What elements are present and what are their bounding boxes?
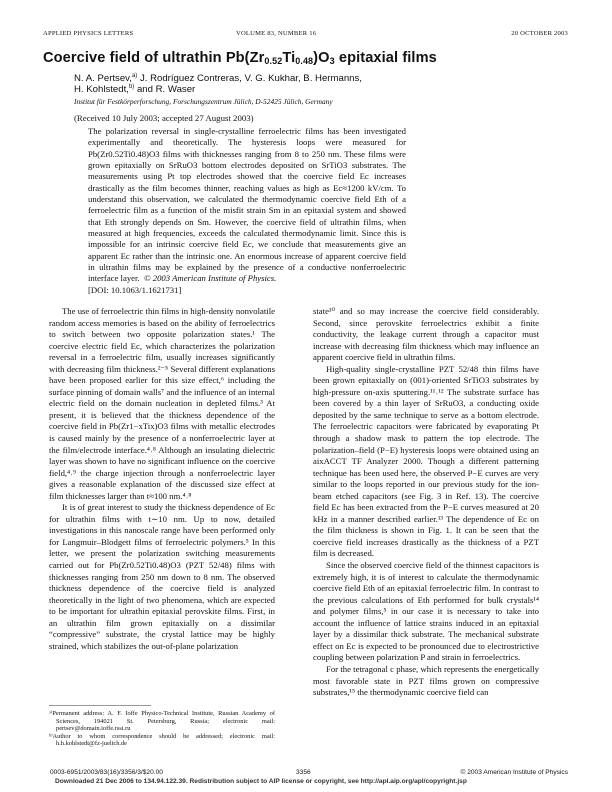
- title-subscript: 0.52: [264, 56, 283, 66]
- title-subscript: 3: [329, 56, 335, 66]
- issn-code: 0003-6951/2003/83(16)/3356/3/$20.00: [50, 769, 163, 776]
- footnote-mark: a): [131, 73, 138, 79]
- abstract-copyright: © 2003 American Institute of Physics.: [143, 273, 277, 284]
- title-part: Ti: [282, 50, 296, 66]
- issue-date: 20 OCTOBER 2003: [511, 30, 568, 37]
- doi: [DOI: 10.1063/1.1621731]: [88, 284, 182, 295]
- abstract-text: The polarization reversal in single-crystalline ferroelectric films has been investigated experimentally and theoretically. The hysteresis loops were measured for Pb(Zr0.52Ti0.48)O3 films with thicknesses ranging from 8 to 250 nm. These films were grown epitaxially on SrRuO3 bottom electrodes deposited on SrTiO3 substrates. The measurements using Pt top electrodes showed that the coercive field Ec increases drastically as the film becomes thinner, reaching values as high as Ec≈1200 kV/cm. To understand this observation, we calculated the thermodynamic coercive field Eth of a ferroelectric film as a function of the misfit strain Sm in an epitaxial system and showed that Eth strongly depends on Sm. However, the coercive field of ultrathin films, when measured at high frequencies, exceeds the calculated thermodynamic limit. Since this is impossible for an intrinsic coercive field Ec, we conclude that measurements give an apparent Ec rather than the intrinsic one. An enormous increase of apparent coercive field in ultrathin films may be explained by the presence of a conductive nonferroelectric interface layer.: [88, 126, 406, 284]
- title-part: Coercive field of ultrathin Pb(Zr: [43, 50, 265, 66]
- author: J. Rodríguez Contreras, V. G. Kukhar, B. Hermanns,: [137, 73, 362, 84]
- paragraph: The use of ferroelectric thin films in high-density nonvolatile random access memories is based on the ability of ferroelectrics to switch between two opposite polarization states.¹ The coercive electric field Ec, which characterizes the polarization reversal in a ferroelectric film, usually increases significantly with decreasing film thickness.²⁻⁵ Several different explanations have been proposed earlier for this size effect,⁶ including the surface pinning of domain walls⁷ and the influence of an internal electric field on the domain nucleation in depleted films.³ At present, it is believed that the thickness dependence of the coercive field in Pb(Zr1−xTix)O3 films with metallic electrodes is caused mainly by the presence of a nonferroelectric layer at the film/electrode interface.⁴˒⁸ Although an insulating dielectric layer was shown to have no significant influence on the coercive field,⁴˒⁹ the charge injection through a nonferroelectric layer gives a reasonable explanation of the discussed size effect at film thicknesses larger than t≈100 nm.⁴˒⁸: [49, 306, 275, 501]
- paragraph: It is of great interest to study the thickness dependence of Ec for ultrathin films with t∼10 nm. Up to now, detailed investigations in this nanoscale range have been performed only for Langmuir–Blodgett films of ferroelectric polymers.⁵ In this letter, we present the polarization switching measurements carried out for Pb(Zr0.52Ti0.48)O3 (PZT 52/48) films with thicknesses ranging from 250 nm down to 8 nm. The observed thickness dependence of the coercive field is analyzed theoretically in the light of two phenomena, which are expected to be important for ultrathin epitaxial perovskite films. First, in an ultrathin film grown epitaxially on a dissimilar “compressive” substrate, the crystal lattice may be highly strained, which stabilizes the out-of-plane polarization: [49, 502, 275, 651]
- paragraph: High-quality single-crystalline PZT 52/48 thin films have been grown epitaxially on (001)-oriented SrTiO3 substrates by high-pressure on-axis sputtering.¹¹˒¹² The substrate surface has been covered by a thin layer of SrRuO3, a conducting oxide deposited by the same technique to serve as a bottom electrode. The ferroelectric capacitors were fabricated by evaporating Pt through a shadow mask to pattern the top electrode. The polarization–field (P−E) hysteresis loops were obtained using an aixACCT TF Analyzer 2000. Though a different patterning technique has been used here, the observed P−E curves are very similar to the loops reported in our previous study for the ion-beam etched capacitors (see Fig. 3 in Ref. 13). The coercive field Ec has been extracted from the P−E curves measured at 20 kHz in a manner described earlier.¹³ The dependence of Ec on the film thickness is shown in Fig. 1. It can be seen that the coercive field increases drastically as the thickness of a PZT film is decreased.: [313, 363, 539, 559]
- download-notice[interactable]: Downloaded 21 Dec 2006 to 134.94.122.39. Redistribution subject to AIP license or copyright, see http://apl.aip.org/apl/copyright.jsp: [55, 778, 467, 785]
- affiliation: Institut für Festkörperforschung, Forschungszentrum Jülich, D-52425 Jülich, Germany: [74, 97, 333, 106]
- title-part: )O: [313, 50, 330, 66]
- author-list: [74, 73, 362, 95]
- footnote-mark: b): [128, 84, 135, 90]
- footnote: ᵃ⁾Permanent address: A. F. Ioffe Physico-Technical Institute, Russian Academy of Sciences, 194021 St. Petersburg, Russia; electronic mail: pertsev@domain.ioffe.rssi.ru: [49, 710, 275, 733]
- left-column: [49, 306, 275, 652]
- right-column: [313, 306, 539, 699]
- volume-number: VOLUME 83, NUMBER 16: [236, 30, 317, 37]
- footnotes: [49, 710, 275, 748]
- page-number: 3356: [296, 769, 311, 776]
- footer-copyright: © 2003 American Institute of Physics: [460, 769, 568, 776]
- author: N. A. Pertsev,: [74, 73, 132, 84]
- paragraph: For the tetragonal c phase, which represents the energetically most favorable state in PZT films grown on compressive substrates,¹⁵ the thermodynamic coercive field can: [313, 663, 539, 698]
- paragraph: state¹⁰ and so may increase the coercive field considerably. Second, since perovskite ferroelectrics exhibit a finite conductivity, the leakage current through a capacitor must increase with decreasing film thickness which may influence an apparent coercive field in ultrathin films.: [313, 306, 539, 363]
- footnote-divider: [49, 705, 151, 706]
- author: H. Kohlstedt,: [74, 84, 129, 95]
- journal-name: APPLIED PHYSICS LETTERS: [43, 30, 134, 37]
- paper-title: [43, 50, 437, 66]
- received-dates: (Received 10 July 2003; accepted 27 August 2003): [74, 113, 254, 123]
- title-subscript: 0.48: [295, 56, 314, 66]
- abstract: [88, 126, 406, 296]
- author: and R. Waser: [134, 84, 196, 95]
- title-part: epitaxial films: [334, 50, 437, 66]
- paragraph: Since the observed coercive field of the thinnest capacitors is extremely high, it is of interest to calculate the thermodynamic coercive field Eth of an epitaxial ferroelectric film. In contrast to the previous calculations of Eth performed for bulk crystals¹⁴ and polymer films,⁵ in our case it is necessary to take into account the influence of lattice strains induced in an epitaxial layer by a dissimilar thick substrate. The mechanical substrate effect on Ec is expected to be pronounced due to electrostrictive coupling between polarization P and strain in ferroelectrics.: [313, 560, 539, 663]
- footnote: ᵇ⁾Author to whom correspondence should be addressed; electronic mail: h.h.kohlstedt@fz-juelich.de: [49, 732, 275, 748]
